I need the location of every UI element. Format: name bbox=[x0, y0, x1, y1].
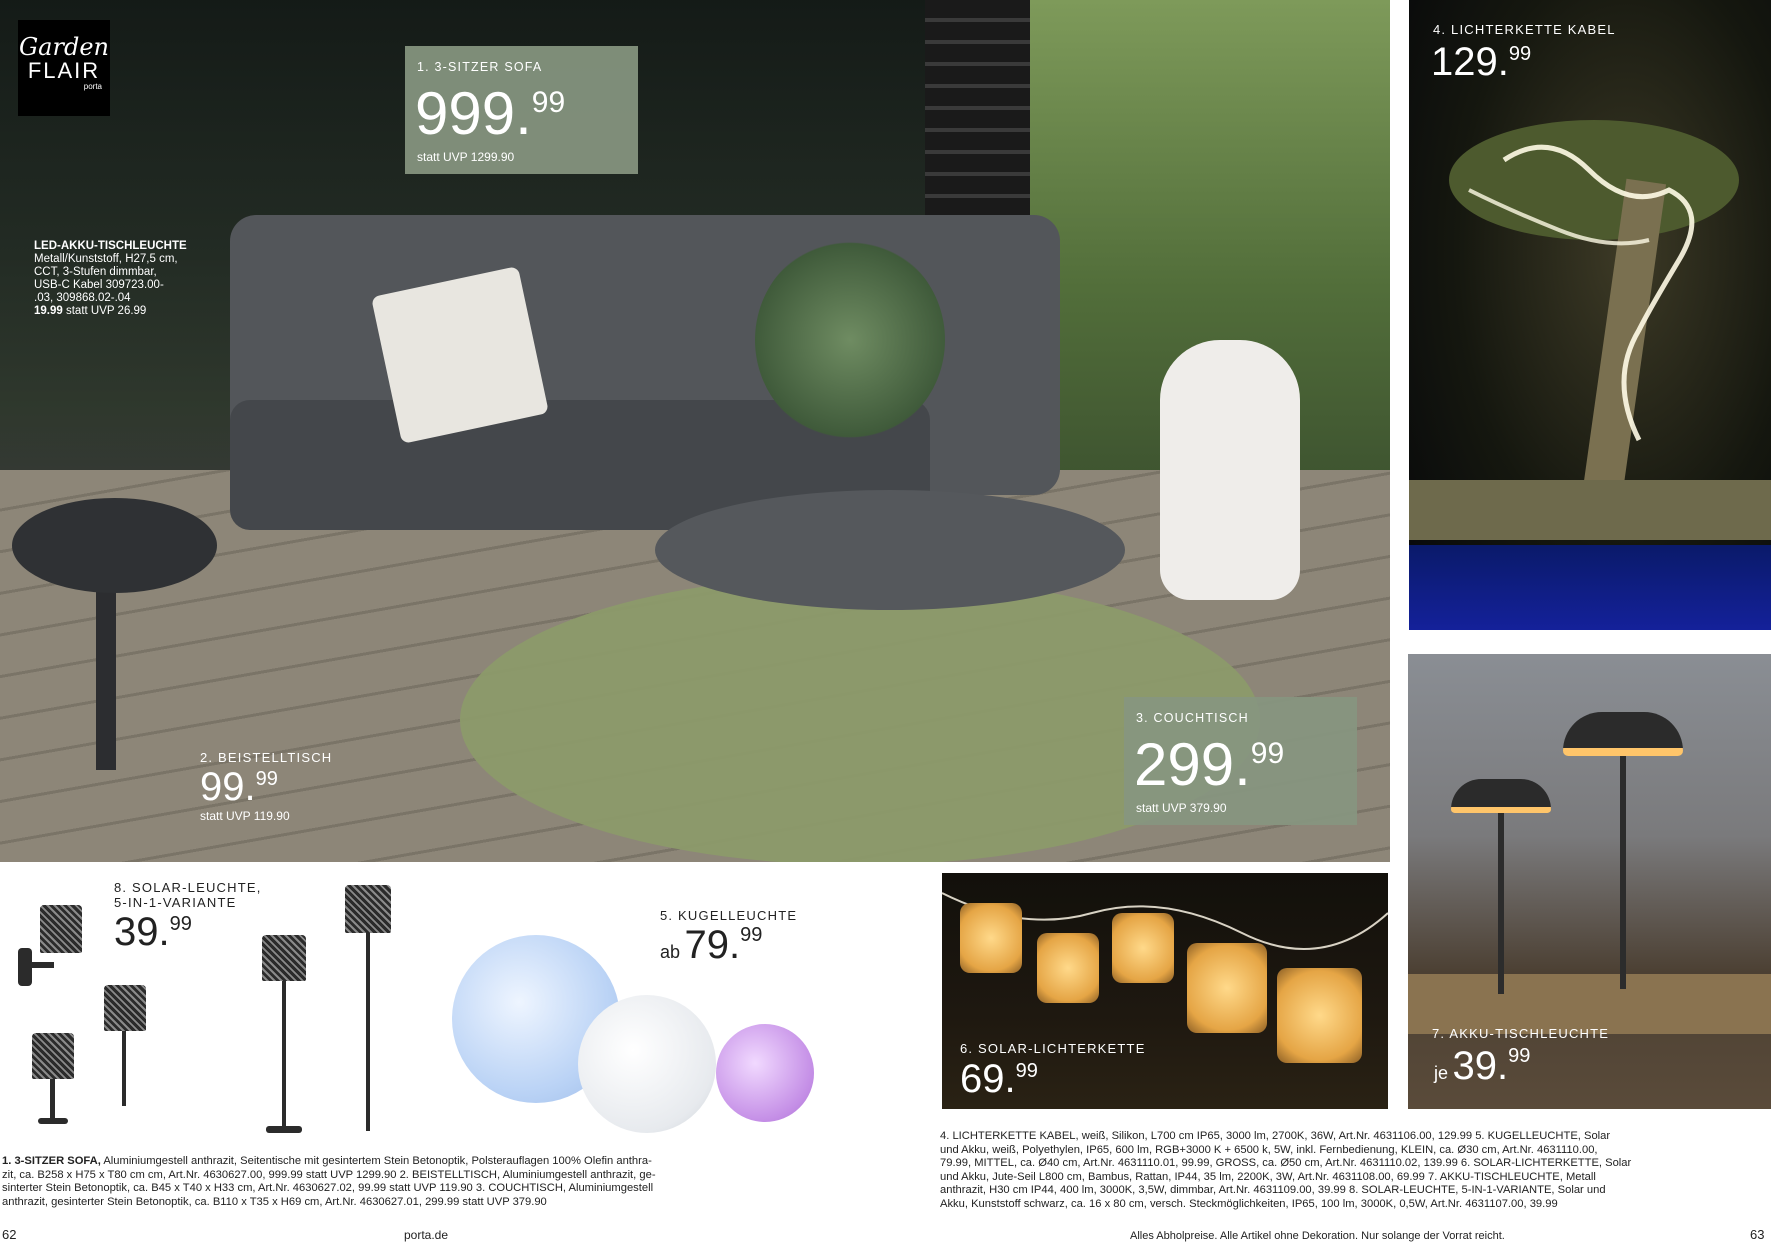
lamp-shade-short bbox=[1451, 779, 1551, 813]
solar-lichterkette-price-cents: 99 bbox=[1015, 1060, 1038, 1082]
solar-lamp-base-floor bbox=[266, 1126, 302, 1133]
solar-lamp-spike bbox=[122, 1031, 126, 1106]
akku-tischleuchte-prefix: je bbox=[1434, 1063, 1449, 1083]
detail-left-line: Aluminiumgestell anthrazit, Seitentische mit gesintertem Stein Betonoptik, Polsterauflagen 100% Olefin anthra- bbox=[100, 1155, 652, 1167]
led-lamp-line: USB-C Kabel 309723.00- bbox=[34, 279, 164, 291]
beistelltisch-uvp: statt UVP 119.90 bbox=[200, 809, 290, 823]
garden-flair-logo bbox=[18, 20, 110, 116]
logo-sub: porta bbox=[83, 82, 102, 91]
couchtisch-price bbox=[1134, 731, 1285, 798]
couchtisch-label: 3. COUCHTISCH bbox=[1136, 711, 1249, 725]
akku-tischleuchte-label: 7. AKKU-TISCHLEUCHTE bbox=[1432, 1026, 1610, 1041]
white-dog bbox=[1160, 340, 1300, 600]
lantern-bulb bbox=[1187, 943, 1267, 1033]
led-lamp-line: .03, 309868.02-.04 bbox=[34, 292, 131, 304]
lantern-bulb bbox=[1277, 968, 1362, 1063]
lantern-bulb bbox=[960, 903, 1022, 973]
solar-leuchte-price-tag bbox=[114, 880, 262, 952]
led-lamp-line: CCT, 3-Stufen dimmbar, bbox=[34, 266, 157, 278]
kugelleuchte-price bbox=[660, 925, 797, 965]
lamp-pole-tall bbox=[1620, 749, 1626, 989]
wall-mount-arm bbox=[32, 962, 54, 968]
price-notice: Alles Abholpreise. Alle Artikel ohne Dekoration. Nur solange der Vorrat reicht. bbox=[1130, 1230, 1505, 1242]
product-details-left bbox=[2, 1155, 852, 1209]
solar-leuchte-label-1: 8. SOLAR-LEUCHTE, bbox=[114, 880, 262, 895]
solar-leuchte-price-cents: 99 bbox=[169, 913, 192, 935]
photo-solar-lichterkette bbox=[942, 873, 1388, 1109]
lamp-shade-tall bbox=[1563, 712, 1683, 756]
akku-tischleuchte-price-cents: 99 bbox=[1508, 1045, 1531, 1067]
kugelleuchte-price-tag bbox=[660, 908, 797, 965]
kugelleuchte-label: 5. KUGELLEUCHTE bbox=[660, 908, 798, 923]
led-lamp-description bbox=[34, 240, 219, 318]
lantern-bulb bbox=[1112, 913, 1174, 983]
pool-water bbox=[1409, 545, 1771, 630]
solar-lamp-base-table bbox=[38, 1118, 68, 1124]
solar-lamp-shade-wall bbox=[40, 905, 82, 953]
side-table-top bbox=[12, 498, 217, 593]
leaf-pattern-cushion bbox=[371, 266, 549, 444]
couchtisch-price-euros: 299. bbox=[1134, 731, 1251, 798]
sofa-price-cents: 99 bbox=[531, 86, 566, 119]
couchtisch-uvp: statt UVP 379.90 bbox=[1136, 801, 1227, 815]
detail-left-line: zit, ca. B258 x H75 x T80 cm cm, Art.Nr. 4630627.00, 999.99 statt UVP 1299.90 2. BEISTELLTISCH, Aluminiumgestell anthrazit, ge- bbox=[2, 1168, 656, 1181]
product-details-right bbox=[940, 1130, 1770, 1212]
ball-lamp-medium bbox=[578, 995, 716, 1133]
ball-lamp-small bbox=[716, 1024, 814, 1122]
solar-leuchte-label-2: 5-IN-1-VARIANTE bbox=[114, 895, 237, 910]
wooden-tabletop bbox=[1408, 974, 1771, 1034]
detail-right-line: 79.99, MITTEL, ca. Ø40 cm, Art.Nr. 4631110.01, 99.99, GROSS, ca. Ø50 cm, Art.Nr. 4631110.02, 139.99 6. SOLAR-LICHTERKETTE, Solar bbox=[940, 1157, 1632, 1170]
couchtisch-price-cents: 99 bbox=[1250, 737, 1285, 770]
photo-lit-tree-night bbox=[1409, 0, 1771, 630]
logo-script: Garden bbox=[19, 33, 109, 61]
side-table-leg bbox=[96, 580, 116, 770]
beistelltisch-price bbox=[200, 767, 332, 807]
sofa-price-euros: 999. bbox=[415, 80, 532, 147]
sofa-label: 1. 3-SITZER SOFA bbox=[417, 60, 543, 74]
coffee-table-top bbox=[655, 490, 1125, 610]
sofa-price bbox=[415, 80, 566, 147]
page-number-left: 62 bbox=[2, 1227, 17, 1242]
photo-akku-table-lamps bbox=[1408, 654, 1771, 1109]
lamp-pole-short bbox=[1498, 809, 1504, 994]
solar-leuchte-price-euros: 39. bbox=[114, 910, 170, 954]
kugelleuchte-prefix: ab bbox=[660, 942, 681, 962]
lichterkette-label: 4. LICHTERKETTE KABEL bbox=[1433, 22, 1616, 37]
kugelleuchte-price-cents: 99 bbox=[740, 924, 763, 946]
solar-lamp-stem-table bbox=[50, 1079, 55, 1121]
beistelltisch-price-tag bbox=[200, 750, 332, 823]
solar-lamp-shade-spike bbox=[104, 985, 146, 1031]
beistelltisch-price-euros: 99. bbox=[200, 765, 256, 809]
detail-right-line: anthrazit, H30 cm IP44, 400 lm, 3000K, 3,5W, dimmbar, Art.Nr. 4631109.00, 39.99 8. SOLAR-LEUCHTE, 5-IN-1-VARIANTE, Solar und bbox=[940, 1184, 1606, 1197]
detail-right-line: Akku, Kunststoff schwarz, ca. 16 x 80 cm, versch. Steckmöglichkeiten, IP65, 100 lm, 3000K, 0,5W, Art.Nr. 4631107.00, 39.99 bbox=[940, 1197, 1558, 1210]
sofa-price-box bbox=[405, 46, 638, 174]
detail-right-line: 4. LICHTERKETTE KABEL, weiß, Silikon, L700 cm IP65, 3000 lm, 2700K, 36W, Art.Nr. 4631106.00, 129.99 5. KUGELLEUCHTE, Solar bbox=[940, 1130, 1611, 1142]
solar-lamp-spike-tall bbox=[366, 933, 370, 1131]
lichterkette-price bbox=[1431, 42, 1531, 82]
solar-lamp-shade-table bbox=[32, 1033, 74, 1079]
led-lamp-title: LED-AKKU-TISCHLEUCHTE bbox=[34, 240, 187, 252]
solar-lamp-shade-tall-spike bbox=[345, 885, 391, 933]
solar-lamp-shade-floor bbox=[262, 935, 306, 981]
detail-left-line: sinterter Stein Betonoptik, ca. B45 x T40 x H33 cm, Art.Nr. 4630627.02, 99.99 statt UVP 119.90 3. COUCHTISCH, Aluminiumgestell bbox=[2, 1182, 654, 1195]
led-lamp-uvp: statt UVP 26.99 bbox=[65, 305, 147, 317]
lantern-bulb bbox=[1037, 933, 1099, 1003]
beistelltisch-label: 2. BEISTELLTISCH bbox=[200, 750, 333, 765]
led-lamp-price: 19.99 bbox=[34, 305, 63, 317]
solar-lamp-pole-floor bbox=[282, 981, 286, 1129]
lawn-strip bbox=[1409, 480, 1771, 540]
wall-mount-plate bbox=[18, 948, 32, 986]
detail-left-line: anthrazit, gesinterter Stein Betonoptik, ca. B110 x T35 x H69 cm, Art.Nr. 4630627.01, 299.99 statt UVP 379.90 bbox=[2, 1195, 547, 1208]
led-lamp-line: Metall/Kunststoff, H27,5 cm, bbox=[34, 253, 178, 265]
sofa-uvp: statt UVP 1299.90 bbox=[417, 150, 515, 164]
lichterkette-price-cents: 99 bbox=[1508, 43, 1532, 65]
page-number-right: 63 bbox=[1750, 1227, 1765, 1242]
eucalyptus-vase bbox=[755, 240, 945, 440]
solar-lichterkette-label: 6. SOLAR-LICHTERKETTE bbox=[960, 1041, 1146, 1056]
akku-tischleuchte-price-euros: 39. bbox=[1452, 1044, 1509, 1088]
solar-lichterkette-price bbox=[960, 1059, 1038, 1099]
akku-tischleuchte-price bbox=[1434, 1046, 1530, 1086]
detail-left-lead: 1. 3-SITZER SOFA, bbox=[2, 1155, 101, 1167]
kugelleuchte-price-euros: 79. bbox=[684, 923, 741, 967]
detail-right-line: und Akku, Jute-Seil L800 cm, Bambus, Rattan, IP44, 35 lm, 2200K, 3W, Art.Nr. 4631108.00, 69.99 7. AKKU-TISCHLEUCHTE, Metall bbox=[940, 1170, 1596, 1183]
couchtisch-price-box bbox=[1124, 697, 1357, 825]
logo-word: FLAIR bbox=[27, 58, 101, 83]
detail-right-line: und Akku, weiß, Polyethylen, IP65, 600 lm, RGB+3000 K + 6500 k, 5W, inkl. Fernbedienung, KLEIN, ca. Ø30 cm, Art.Nr. 4631110.00, bbox=[940, 1143, 1598, 1156]
solar-leuchte-price bbox=[114, 912, 262, 952]
beistelltisch-price-cents: 99 bbox=[255, 768, 278, 790]
website-link[interactable]: porta.de bbox=[404, 1228, 449, 1242]
solar-lichterkette-price-euros: 69. bbox=[960, 1057, 1016, 1101]
lichterkette-price-euros: 129. bbox=[1431, 40, 1509, 84]
